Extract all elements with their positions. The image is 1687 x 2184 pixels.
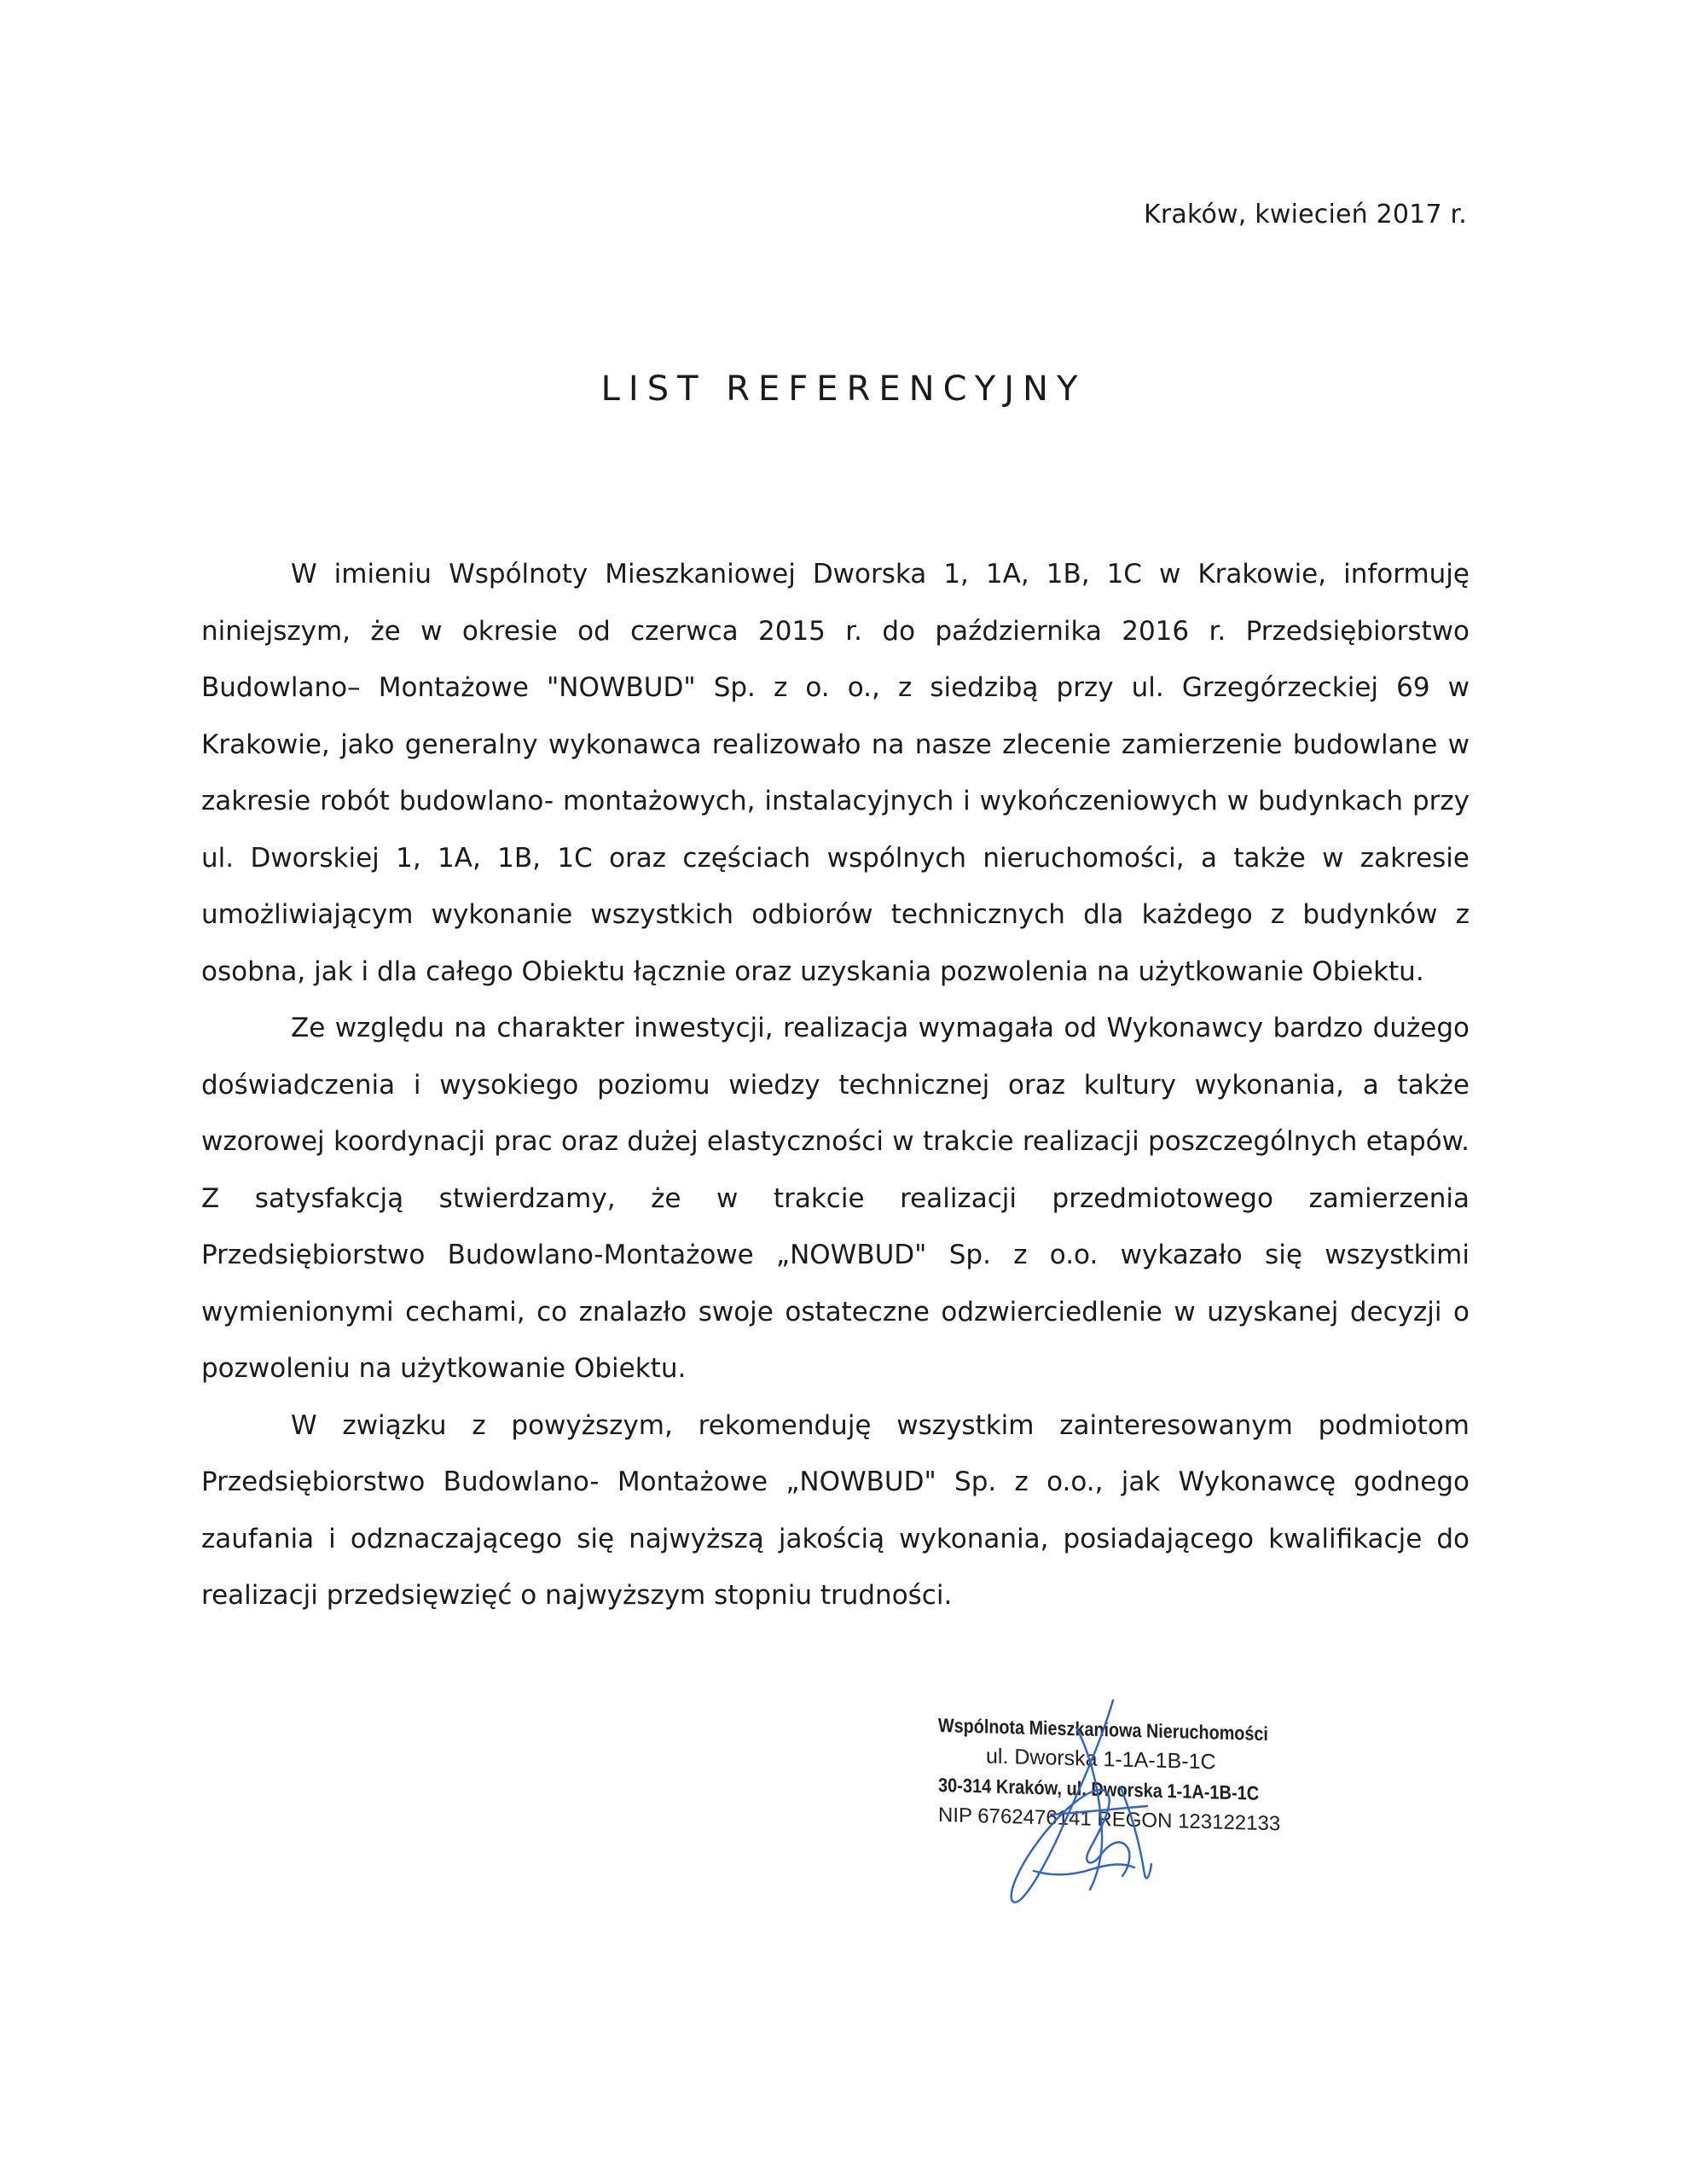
handwritten-signature xyxy=(972,1693,1194,1915)
body-paragraph-1: W imieniu Wspólnoty Mieszkaniowej Dworska 1, 1A, 1B, 1C w Krakowie, informuję niniejszym, że w okresie od czerwca 2015 r. do października 2016 r. Przedsiębiorstwo Budowlano– Montażowe "NOWBUD" Sp. z o. o., z siedzibą przy ul. Grzegórzeckiej 69 w Krakowie, jako generalny wykonawca realizowało na nasze zlecenie zamierzenie budowlane w zakresie robót budowlano- montażowych, instalacyjnych i wykończeniowych w budynkach przy ul. Dworskiej 1, 1A, 1B, 1C oraz częściach wspólnych nieruchomości, a także w zakresie umożliwiającym wykonanie wszystkich odbiorów technicznych dla każdego z budynków z osobna, jak i dla całego Obiektu łącznie oraz uzyskania pozwolenia na użytkowanie Obiektu. xyxy=(201,559,1470,987)
letter-body xyxy=(201,546,1470,1624)
body-paragraph-3: W związku z powyższym, rekomenduję wszystkim zainteresowanym podmiotom Przedsiębiorstwo Budowlano- Montażowe „NOWBUD" Sp. z o.o., jak Wykonawcę godnego zaufania i odznaczającego się najwyższą jakością wykonania, posiadającego kwalifikacje do realizacji przedsięwzięć o najwyższym stopniu trudności. xyxy=(201,1409,1470,1611)
signature-stroke xyxy=(1100,1842,1129,1876)
letter-title: LIST REFERENCYJNY xyxy=(600,369,1087,409)
stamp-organization-name: Wspólnota Mieszkaniowa Nieruchomości xyxy=(938,1714,1268,1745)
stamp-postal-address: 30-314 Kraków, ul. Dworska 1-1A-1B-1C xyxy=(938,1774,1260,1804)
signature-stroke xyxy=(1034,1864,1134,1874)
date-line: Kraków, kwiecień 2017 r. xyxy=(1144,200,1467,229)
signature-stroke xyxy=(1076,1728,1102,1890)
body-paragraph-2: Ze względu na charakter inwestycji, realizacja wymagała od Wykonawcy bardzo dużego doświadczenia i wysokiego poziomu wiedzy technicznej oraz kultury wykonania, a także wzorowej koordynacji prac oraz dużej elastyczności w trakcie realizacji poszczególnych etapów. Z satysfakcją stwierdzamy, że w trakcie realizacji przedmiotowego zamierzenia Przedsiębiorstwo Budowlano-Montażowe „NOWBUD" Sp. z o.o. wykazało się wszystkimi wymienionymi cechami, co znalazło swoje ostateczne odzwierciedlenie w uzyskanej decyzji o pozwoleniu na użytkowanie Obiektu. xyxy=(201,1013,1470,1384)
stamp-street-address: ul. Dworska 1-1A-1B-1C xyxy=(986,1744,1216,1774)
stamp-tax-identifiers: NIP 6762476141 REGON 123122133 xyxy=(938,1804,1281,1836)
